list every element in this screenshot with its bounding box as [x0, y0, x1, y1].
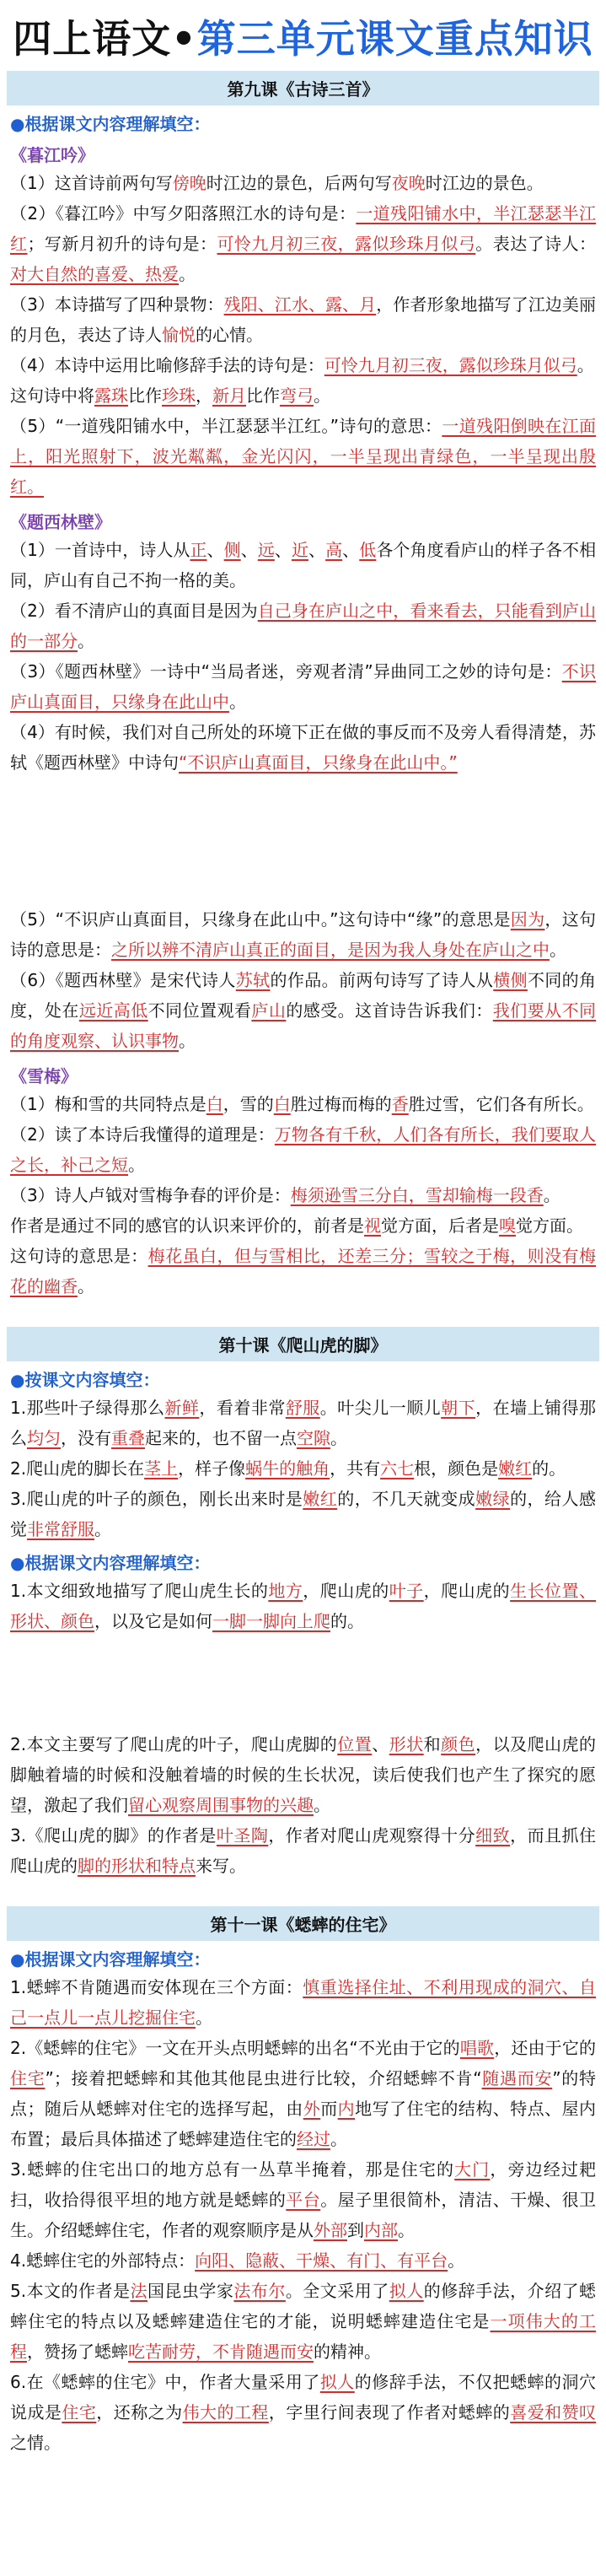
poem-title-mujiangyin: 《暮江吟》	[10, 145, 94, 165]
answer-text: 住宅	[10, 2068, 46, 2088]
text-segment: 、	[342, 540, 360, 560]
answer-text: 叶圣陶	[216, 1825, 269, 1846]
text-segment: 的。	[532, 1458, 566, 1479]
answer-text: 经过	[297, 2129, 330, 2149]
text-segment: 。	[196, 2007, 212, 2028]
lesson10-subheading: ●根据课文内容理解填空：	[10, 1553, 211, 1573]
text-segment: 。	[314, 385, 330, 406]
answer-text: 珍珠	[162, 385, 196, 406]
text-segment: 来写。	[196, 1856, 246, 1876]
answer-text: 叶子	[389, 1581, 424, 1601]
text-segment: 的。	[330, 1611, 364, 1631]
paragraph	[10, 1729, 596, 1820]
paragraph	[10, 1210, 596, 1241]
text-segment: 2.《蟋蟀的住宅》一文在开头点明蟋蟀的出名“不光由于它的	[10, 2038, 460, 2058]
answer-text: 均匀	[27, 1428, 61, 1448]
answer-text: 空隙	[297, 1428, 330, 1448]
text-segment: 地写了住宅的结构、特点、屋内布置；最后具体描述了蟋蟀建造住宅的	[10, 2099, 597, 2149]
text-segment: 3.蟋蟀的住宅出口的地方总有一丛草半掩着，那是住宅的	[10, 2159, 455, 2180]
poem-title-xuemei: 《雪梅》	[10, 1066, 78, 1086]
answer-text: 蜗牛的触角	[245, 1458, 330, 1479]
answer-text: 白	[206, 1094, 223, 1114]
answer-text: 外	[303, 2099, 321, 2119]
text-segment: 1.本文细致地描写了爬山虎生长的	[10, 1581, 269, 1601]
answer-text: 弯弓	[280, 385, 314, 406]
answer-text: 嫩红	[498, 1458, 533, 1479]
lesson10-header: 第十课《爬山虎的脚》	[7, 1327, 599, 1361]
text-segment: 的，给人感觉	[10, 1489, 597, 1539]
paragraph	[10, 595, 596, 656]
text-segment: 。	[128, 1155, 145, 1175]
answer-text: 新月	[212, 385, 246, 406]
text-segment: 时江边的景色。	[425, 173, 544, 193]
answer-text: 随遇而安	[481, 2068, 553, 2088]
text-segment: 、	[308, 540, 326, 560]
text-segment: （1）梅和雪的共同特点是	[10, 1094, 206, 1114]
text-segment: 各个角度看庐山的样子各不相同，庐山有自己不拘一格的美。	[10, 540, 597, 590]
paragraph	[10, 411, 596, 502]
text-segment: 2.爬山虎的脚长在	[10, 1458, 145, 1479]
answer-text: 我们要从不同的角度观察、认识事物	[10, 1000, 597, 1051]
answer-text: 慎重选择住址、不利用现成的洞穴、自己一点儿一点儿挖掘住宅	[10, 1977, 596, 2028]
lesson11-subheading: ●根据课文内容理解填空：	[10, 1949, 211, 1970]
text-segment: ，没有	[61, 1428, 111, 1448]
text-segment: 。	[543, 1185, 560, 1205]
answer-text: 法	[130, 2281, 147, 2301]
lesson10-section	[7, 1327, 599, 1881]
text-segment: 3.爬山虎的叶子的颜色，刚长出来时是	[10, 1489, 303, 1509]
text-segment: 4.蟋蟀住宅的外部特点：	[10, 2250, 196, 2271]
answer-text: 喜爱和赞叹	[510, 2402, 597, 2422]
answer-text: 内部	[364, 2220, 398, 2240]
text-segment: 。	[179, 1031, 196, 1051]
text-segment: （1）一首诗中，诗人从	[10, 540, 190, 560]
text-segment: 觉方面，后者是	[381, 1215, 499, 1236]
text-segment: 。叶尖儿一顺儿	[319, 1398, 442, 1418]
text-segment: （5）“不识庐山真面目，只缘身在此山中。”这句诗中“缘”的意思是	[10, 909, 511, 930]
text-segment: 。	[229, 692, 246, 712]
text-segment: 觉方面。	[516, 1215, 583, 1236]
paragraph	[10, 2033, 596, 2154]
text-segment: （2）《暮江吟》中写夕阳落照江水的诗句是：	[10, 203, 357, 224]
answer-text: 因为	[510, 909, 545, 930]
answer-text: 一道残阳铺水中，半江瑟瑟半江红	[10, 203, 597, 254]
text-segment: 。表达了诗人：	[475, 234, 597, 254]
text-segment: （6）《题西林壁》是宋代诗人	[10, 970, 236, 990]
text-segment: （2）读了本诗后我懂得的道理是：	[10, 1124, 275, 1145]
answer-text: 吃苦耐劳，不肯随遇而安	[128, 2342, 314, 2362]
lesson9-subheading: ●根据课文内容理解填空：	[10, 114, 211, 134]
answer-text: 外部	[314, 2220, 347, 2240]
text-segment: 。	[94, 1519, 111, 1539]
text-segment: 5.本文的作者是	[10, 2281, 131, 2301]
paragraph	[10, 717, 596, 778]
text-segment: 1.那些叶子绿得那么	[10, 1398, 165, 1418]
text-segment: 胜过梅而梅的	[290, 1094, 392, 1114]
text-segment: （4）有时候，我们对自己所处的环境下正在做的事反而不及旁人看得清楚，苏轼《题西林壁》中诗句	[10, 722, 596, 773]
text-segment: 2.本文主要写了爬山虎的叶子，爬山虎脚的	[10, 1734, 338, 1754]
text-segment: ，还由于它的	[494, 2038, 597, 2058]
text-segment: 、	[274, 540, 292, 560]
answer-text: 茎上	[144, 1458, 179, 1479]
answer-text: 朝下	[441, 1398, 476, 1418]
answer-text: 法布尔	[233, 2281, 286, 2301]
answer-text: 横侧	[493, 970, 528, 990]
answer-text: 傍晚	[172, 173, 206, 193]
answer-text: 细致	[475, 1825, 511, 1846]
text-segment: 。	[398, 2220, 415, 2240]
answer-text: 唱歌	[459, 2038, 495, 2058]
text-segment: 。	[78, 1276, 94, 1296]
paragraph	[10, 1453, 596, 1484]
paragraph	[10, 1484, 596, 1544]
text-segment: 和	[423, 1734, 442, 1754]
answer-text: 对大自然的喜爱、热爱	[10, 264, 179, 284]
answer-text: 正	[190, 540, 207, 560]
text-segment: 到	[347, 2220, 364, 2240]
text-segment: ，以及爬山虎的脚触着墙的时候和没触着墙的时候的生长状况，读后使我们也产生了探究的愿望，激起了我们	[10, 1734, 597, 1815]
text-segment: 不同的角度，处在	[10, 970, 597, 1021]
text-segment: ，作者形象地描写了江边美丽的月色，表达了诗人	[10, 294, 597, 345]
text-segment: 的精神。	[314, 2342, 381, 2362]
answer-text: 向阳、隐蔽、干燥、有门、有平台	[195, 2250, 448, 2271]
answer-text: 嗅	[499, 1215, 516, 1236]
paragraph	[10, 2367, 596, 2458]
title-part1: 四上语文•	[13, 16, 197, 62]
answer-text: 万物各有千秋，人们各有所长，我们要取人之长，补己之短	[10, 1124, 596, 1175]
text-segment: ，赞扬了蟋蟀	[27, 2342, 128, 2362]
text-segment: 3.《爬山虎的脚》的作者是	[10, 1825, 217, 1846]
answer-text: 平台	[286, 2190, 321, 2210]
text-segment: 、	[372, 1734, 389, 1754]
paragraph	[10, 656, 596, 717]
text-segment: 。	[78, 631, 94, 651]
text-segment: 这句诗中将	[10, 385, 94, 406]
answer-text: 地方	[268, 1581, 303, 1601]
text-segment: ，还称之为	[96, 2402, 183, 2422]
answer-text: 不识庐山真面目，只缘身在此山中	[10, 661, 597, 712]
text-segment: 。全文采用了	[285, 2281, 389, 2301]
answer-text: 白	[273, 1094, 291, 1114]
answer-text: 苏轼	[235, 970, 271, 990]
text-segment: 6.在《蟋蟀的住宅》中，作者大量采用了	[10, 2372, 320, 2392]
text-segment: 。	[330, 2129, 347, 2149]
text-segment: ，以及它是如何	[94, 1611, 212, 1631]
paragraph	[10, 1972, 596, 2033]
text-segment: 而	[320, 2099, 338, 2119]
text-segment: ，雪的	[223, 1094, 274, 1114]
text-segment: 。屋子里很简朴，清洁、干燥、很卫生。介绍蟋蟀住宅，作者的观察顺序是从	[10, 2190, 597, 2240]
text-segment: 的心情。	[196, 325, 263, 345]
answer-text: 留心观察周围事物的兴趣	[128, 1795, 314, 1815]
answer-text: “不识庐山真面目，只缘身在此山中。”	[179, 752, 458, 773]
text-segment: ”；接着把蟋蟀和其他其他昆虫进行比较，介绍蟋蟀不肯“	[45, 2068, 482, 2088]
answer-text: 内	[337, 2099, 356, 2119]
text-segment: ，字里行间表现了作者对蟋蟀的	[268, 2402, 511, 2422]
title-part2: 第三单元课文重点知识	[196, 16, 593, 62]
text-segment: 。	[448, 2250, 465, 2271]
answer-text: 远近高低	[78, 1000, 148, 1021]
text-segment: ，这句诗的意思是：	[10, 909, 597, 960]
paragraph	[10, 380, 596, 411]
answer-text: 夜晚	[391, 173, 426, 193]
text-segment: 胜过雪，它们各有所长。	[408, 1094, 594, 1114]
paragraph	[10, 1241, 596, 1301]
answer-text: 新鲜	[164, 1398, 200, 1418]
text-segment: ，在墙上铺得那么	[10, 1398, 597, 1448]
answer-text: 高	[325, 540, 343, 560]
text-segment: （3）《题西林壁》一诗中“当局者迷，旁观者清”异曲同工之妙的诗句是：	[10, 661, 562, 682]
answer-text: 梅花虽白，但与雪相比，还差三分；雪较之于梅，则没有梅花的幽香	[10, 1246, 597, 1296]
paragraph	[10, 1180, 596, 1210]
answer-text: 近	[291, 540, 309, 560]
lesson11-header: 第十一课《蟋蟀的住宅》	[7, 1906, 599, 1941]
answer-text: 生长位置、形状、颜色	[10, 1581, 597, 1631]
text-segment: （2）看不清庐山的真面目是因为	[10, 601, 258, 621]
answer-text: 低	[359, 540, 377, 560]
answer-text: 一项伟大的工程	[10, 2311, 596, 2362]
answer-text: 形状	[389, 1734, 424, 1754]
answer-text: 一道残阳倒映在江面上，阳光照射下，波光粼粼，金光闪闪，一半呈现出青绿色，一半呈现出殷红。	[10, 416, 596, 497]
paragraph	[10, 1089, 596, 1119]
paragraph	[10, 2276, 596, 2367]
text-segment: ，样子像	[178, 1458, 246, 1479]
lesson11-section	[7, 1906, 599, 2458]
page-title	[0, 0, 606, 71]
answer-text: 侧	[223, 540, 241, 560]
answer-text: 露珠	[94, 385, 128, 406]
text-segment: （1）这首诗前两句写	[10, 173, 173, 193]
answer-text: 视	[364, 1215, 381, 1236]
paragraph	[10, 904, 596, 965]
lesson9-section	[7, 71, 599, 1301]
paragraph	[10, 350, 596, 380]
text-segment: 的感受。这首诗告诉我们：	[286, 1000, 493, 1021]
answer-text: 颜色	[441, 1734, 476, 1754]
text-segment: 国昆虫学家	[147, 2281, 234, 2301]
lesson9-header: 第九课《古诗三首》	[7, 71, 599, 105]
answer-text: 可怜九月初三夜，露似珍珠月似弓	[217, 234, 476, 254]
paragraph	[10, 289, 596, 350]
text-segment: ，爬山虎的	[303, 1581, 389, 1601]
answer-text: 之所以辨不清庐山真正的面目，是因为我人身处在庐山之中	[111, 940, 550, 960]
paragraph	[10, 965, 596, 1056]
paragraph	[10, 2154, 596, 2245]
text-segment: 这句诗的意思是：	[10, 1246, 148, 1266]
text-segment: ，作者对爬山虎观察得十分	[268, 1825, 476, 1846]
text-segment: 不同位置观看	[147, 1000, 252, 1021]
text-segment: 的修辞手法，介绍了蟋蟀住宅的特点以及蟋蟀建造住宅的才能，说明蟋蟀建造住宅是	[10, 2281, 597, 2331]
text-segment: 比作	[128, 385, 162, 406]
text-segment: ，看着非常	[199, 1398, 286, 1418]
answer-text: 梅须逊雪三分白，雪却输梅一段香	[290, 1185, 544, 1205]
answer-text: 拟人	[389, 2281, 424, 2301]
text-segment: （4）本诗中运用比喻修辞手法的诗句是：	[10, 355, 324, 375]
answer-text: 六七	[380, 1458, 415, 1479]
answer-text: 脚的形状和特点	[78, 1856, 196, 1876]
answer-text: 伟大的工程	[182, 2402, 269, 2422]
answer-text: 自己身在庐山之中，看来看去，只能看到庐山的一部分	[10, 601, 597, 651]
answer-text: 嫩红	[303, 1489, 338, 1509]
paragraph	[10, 1820, 596, 1881]
answer-text: 可怜九月初三夜，露似珍珠月似弓	[324, 355, 577, 375]
text-segment: （3）本诗描写了四种景物：	[10, 294, 224, 315]
text-segment: 的，不几天就变成	[337, 1489, 476, 1509]
paragraph	[10, 1576, 596, 1636]
text-segment: 根，颜色是	[414, 1458, 499, 1479]
text-segment: 起来的，也不留一点	[145, 1428, 297, 1448]
text-segment: ，而且抓住爬山虎的	[10, 1825, 597, 1876]
answer-text: 远	[257, 540, 275, 560]
text-segment: 、	[206, 540, 224, 560]
text-segment: （5）“一道残阳铺水中，半江瑟瑟半江红。”诗句的意思：	[10, 416, 442, 436]
answer-text: 嫩绿	[475, 1489, 511, 1509]
text-segment: ，旁边经过耙扫，收拾得很平坦的地方就是蟋蟀的	[10, 2159, 597, 2210]
lesson10-subheading: ●按课文内容填空：	[10, 1370, 160, 1390]
answer-text: 大门	[454, 2159, 491, 2180]
answer-text: 残阳、江水、露、月	[223, 294, 377, 315]
text-segment: 的作品。前两句诗写了诗人从	[270, 970, 494, 990]
text-segment: 。	[314, 1795, 330, 1815]
text-segment: 。	[330, 1428, 347, 1448]
text-segment: ，共有	[330, 1458, 381, 1479]
paragraph	[10, 168, 596, 198]
answer-text: 位置	[337, 1734, 373, 1754]
text-segment: ”的特点；随后从蟋蟀对住宅的选择写起，由	[10, 2068, 596, 2119]
paragraph	[10, 2245, 596, 2276]
text-segment: 、	[240, 540, 258, 560]
paragraph	[10, 1393, 596, 1453]
text-segment: 时江边的景色，后两句写	[206, 173, 392, 193]
text-segment: 。	[179, 264, 196, 284]
poem-title-tixilinbi: 《题西林壁》	[10, 512, 111, 532]
answer-text: 庐山	[251, 1000, 287, 1021]
answer-text: 住宅	[62, 2402, 97, 2422]
text-segment: （3）诗人卢钺对雪梅争春的评价是：	[10, 1185, 291, 1205]
answer-text: 非常舒服	[27, 1519, 94, 1539]
text-segment: 的修辞手法，不仅把蟋蟀的洞穴说成是	[10, 2372, 597, 2422]
text-segment: ，	[196, 385, 212, 406]
text-segment: 1.蟋蟀不肯随遇而安体现在三个方面：	[10, 1977, 303, 1997]
text-segment: 。	[550, 940, 566, 960]
text-segment: 作者是通过不同的感官的认识来评价的，前者是	[10, 1215, 364, 1236]
answer-text: 香	[391, 1094, 409, 1114]
text-segment: 比作	[246, 385, 280, 406]
paragraph	[10, 198, 596, 289]
text-segment: ，爬山虎的	[423, 1581, 511, 1601]
paragraph	[10, 535, 596, 595]
answer-text: 重叠	[111, 1428, 145, 1448]
text-segment: 之情。	[10, 2433, 61, 2453]
text-segment: ；写新月初升的诗句是：	[27, 234, 217, 254]
answer-text: 舒服	[285, 1398, 320, 1418]
paragraph	[10, 1119, 596, 1180]
text-segment: 。	[577, 355, 594, 375]
answer-text: 一脚一脚向上爬	[212, 1611, 330, 1631]
answer-text: 拟人	[319, 2372, 355, 2392]
answer-text: 愉悦	[162, 325, 196, 345]
